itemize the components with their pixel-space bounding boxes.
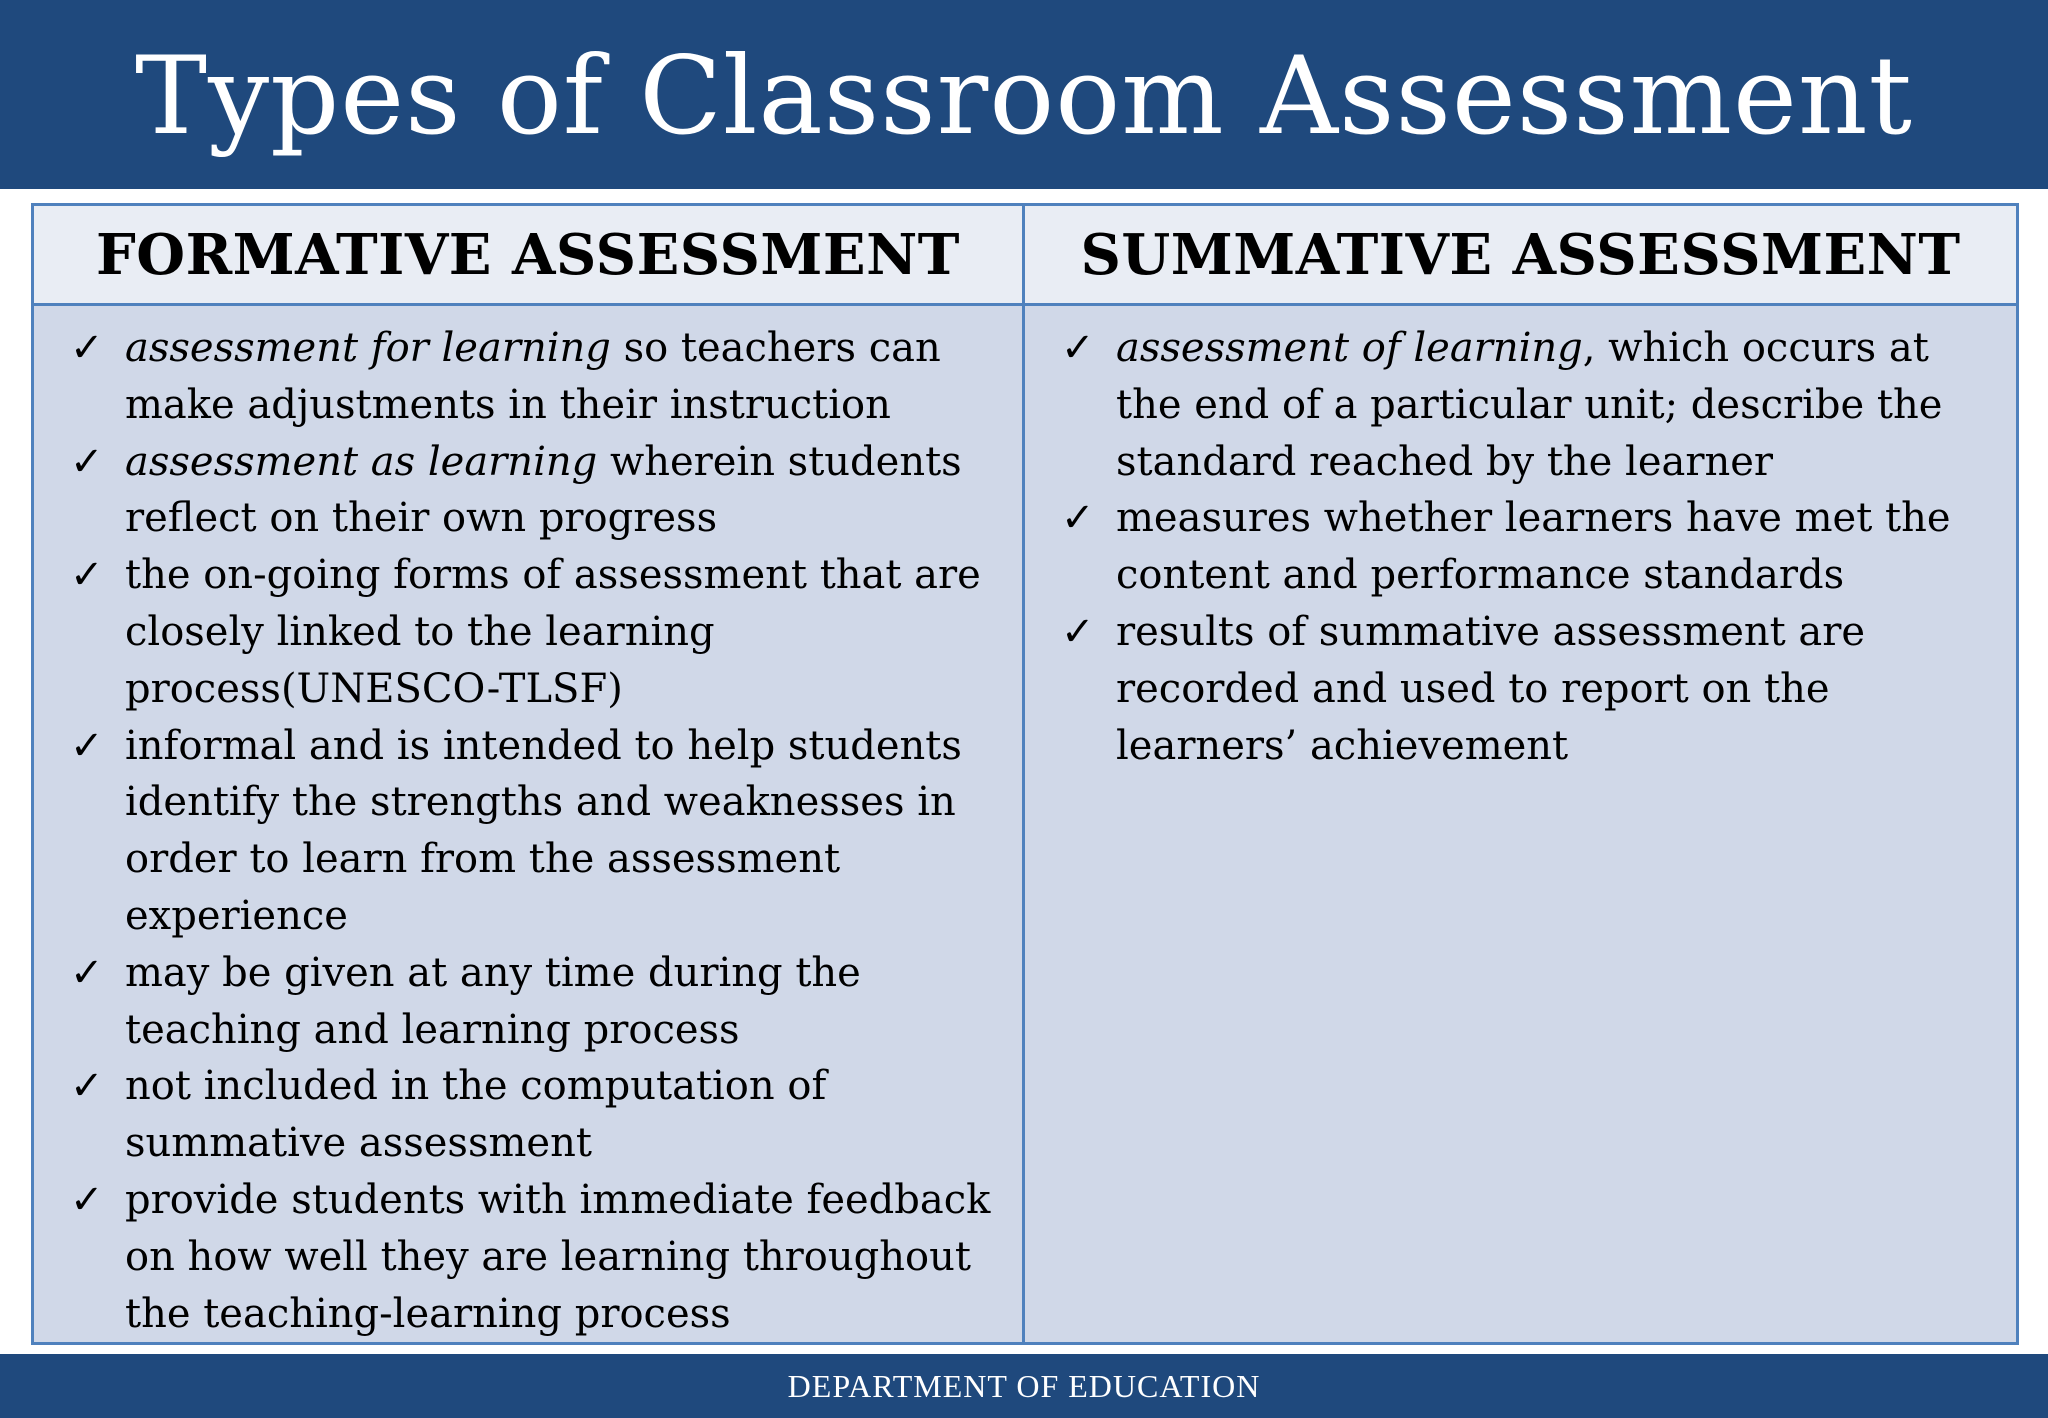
comparison-table bbox=[31, 203, 2019, 1345]
list-item bbox=[54, 945, 1002, 1059]
item-text: the on-going forms of assessment that are closely linked to the learning process(UNESCO-TLSF) bbox=[125, 552, 981, 712]
item-text: so teachers can make adjustments in their instruction bbox=[125, 325, 941, 428]
checkmark-icon: ✓ bbox=[1061, 495, 1095, 542]
item-emphasis: assessment of learning bbox=[1116, 325, 1583, 371]
item-text: measures whether learners have met the content and performance standards bbox=[1116, 495, 1951, 599]
slide-title: Types of Classroom Assessment bbox=[135, 33, 1913, 159]
list-item bbox=[54, 434, 1002, 548]
list-item bbox=[1045, 490, 1996, 604]
item-text: not included in the computation of summative assessment bbox=[125, 1063, 827, 1167]
list-item bbox=[54, 1058, 1002, 1172]
checkmark-icon: ✓ bbox=[70, 949, 104, 996]
table-body-row bbox=[34, 306, 2016, 1342]
checkmark-icon: ✓ bbox=[70, 325, 104, 371]
checkmark-icon: ✓ bbox=[70, 722, 104, 769]
list-item bbox=[1045, 320, 1996, 490]
list-item bbox=[1045, 604, 1996, 774]
item-text: provide students with immediate feedback on how well they are learning throughout the teaching-learning process bbox=[125, 1176, 991, 1337]
formative-header-cell bbox=[34, 206, 1025, 303]
item-text: informal and is intended to help students identify the strengths and weaknesses in order to learn from the assessment experience bbox=[125, 722, 962, 939]
summative-cell bbox=[1025, 306, 2016, 1342]
item-emphasis: assessment as learning bbox=[125, 438, 598, 485]
list-item bbox=[54, 1172, 1002, 1342]
list-item bbox=[54, 320, 1002, 434]
formative-list bbox=[34, 306, 1022, 1342]
item-text: wherein students reflect on their own progress bbox=[125, 438, 962, 542]
checkmark-icon: ✓ bbox=[1061, 325, 1095, 371]
item-text: results of summative assessment are recorded and used to report on the learners’ achievement bbox=[1116, 608, 1866, 769]
footer-banner bbox=[0, 1354, 2048, 1418]
item-text: , which occurs at the end of a particular unit; describe the standard reached by the learner bbox=[1116, 325, 1943, 485]
title-banner bbox=[0, 0, 2048, 189]
item-text: may be given at any time during the teaching and learning process bbox=[125, 949, 861, 1053]
list-item bbox=[54, 547, 1002, 717]
item-emphasis: assessment for learning bbox=[125, 325, 611, 371]
checkmark-icon: ✓ bbox=[70, 1176, 104, 1223]
formative-cell bbox=[34, 306, 1025, 1342]
footer-text: DEPARTMENT OF EDUCATION bbox=[787, 1367, 1261, 1404]
table-header-row bbox=[34, 206, 2016, 306]
checkmark-icon: ✓ bbox=[70, 1063, 104, 1110]
checkmark-icon: ✓ bbox=[70, 552, 104, 599]
checkmark-icon: ✓ bbox=[70, 438, 104, 485]
summative-header-cell bbox=[1025, 206, 2016, 303]
checkmark-icon: ✓ bbox=[1061, 608, 1095, 655]
list-item bbox=[54, 718, 1002, 945]
summative-list bbox=[1025, 306, 2016, 774]
formative-header: FORMATIVE ASSESSMENT bbox=[96, 221, 960, 288]
summative-header: SUMMATIVE ASSESSMENT bbox=[1080, 221, 1961, 288]
